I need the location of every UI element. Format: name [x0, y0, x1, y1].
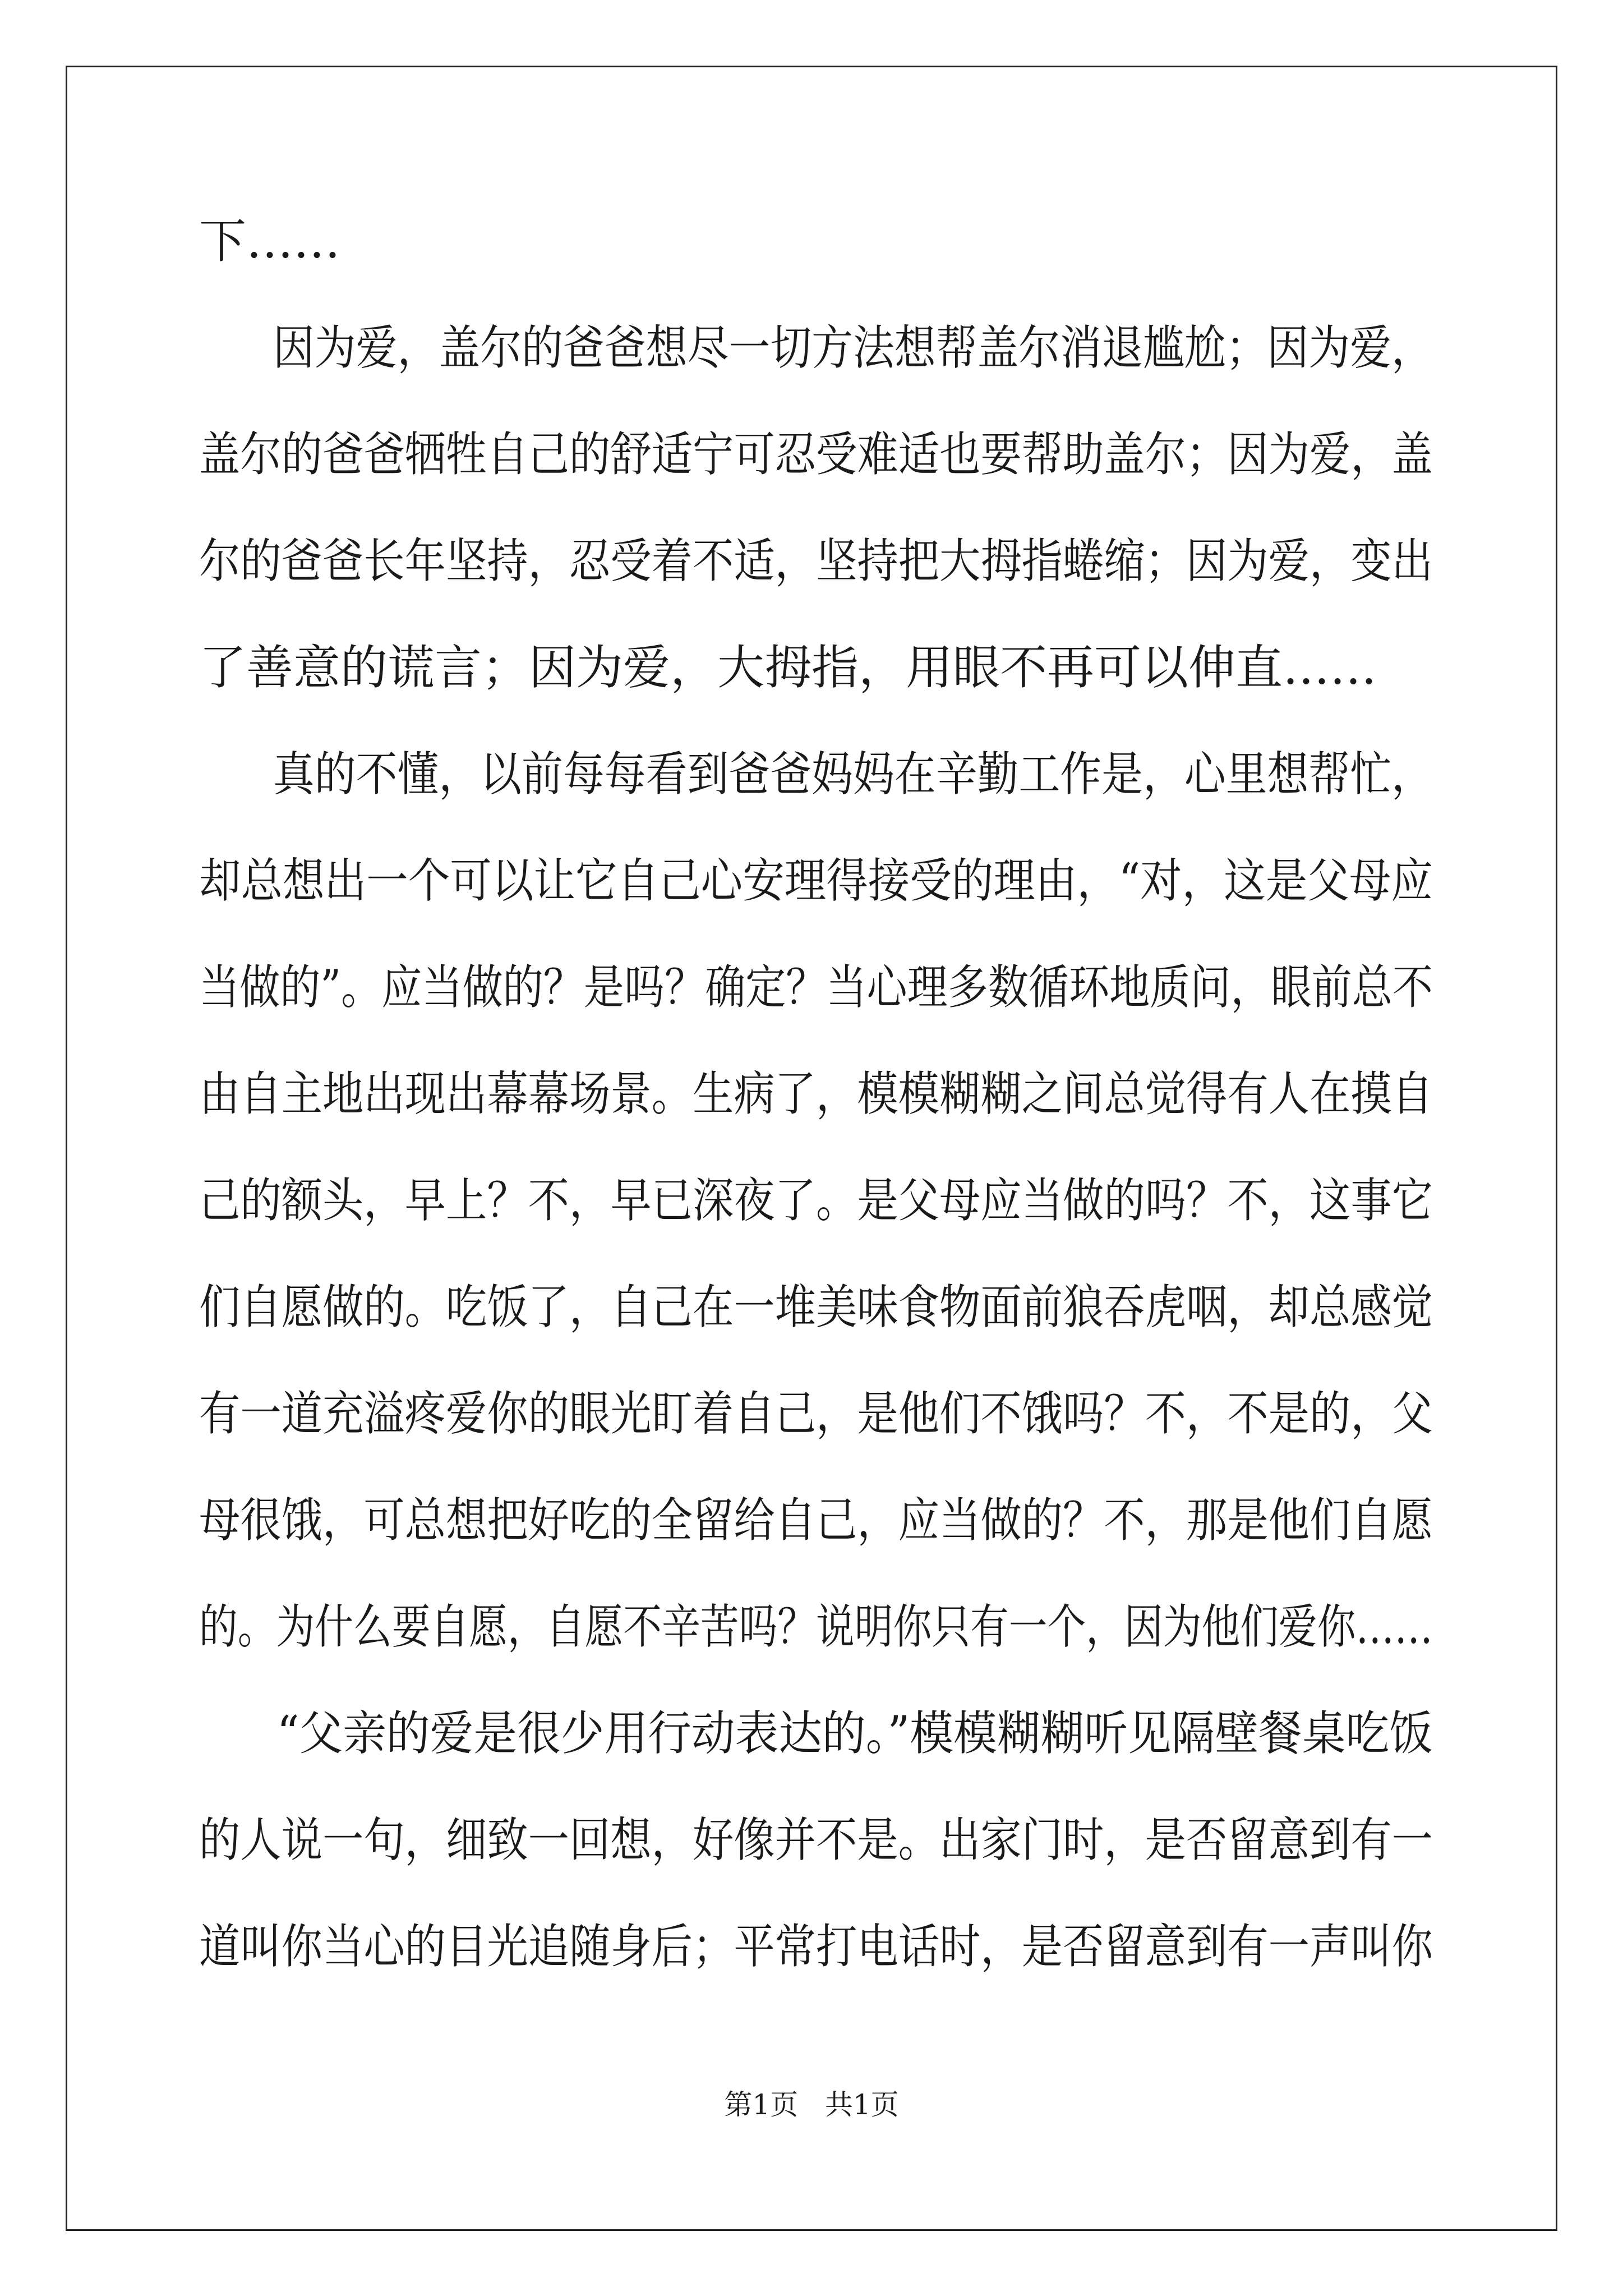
text-line: 己的额头，早上？不，早已深夜了。是父母应当做的吗？不，这事它 — [199, 1173, 1433, 1228]
text-line: 下…… — [199, 214, 341, 269]
text-line: 的。为什么要自愿，自愿不辛苦吗？说明你只有一个，因为他们爱你…… — [199, 1599, 1433, 1654]
text-line: 道叫你当心的目光追随身后；平常打电话时，是否留意到有一声叫你 — [199, 1919, 1433, 1974]
text-line: 却总想出一个可以让它自己心安理得接受的理由，“对，这是父母应 — [199, 853, 1433, 908]
page-number-footer: 第1页 共1页 — [724, 2088, 899, 2121]
paragraph-start-line: “父亲的爱是很少用行动表达的。”模模糊糊听见隔壁餐桌吃饭 — [276, 1706, 1433, 1761]
text-line: 母很饿，可总想把好吃的全留给自己，应当做的？不，那是他们自愿 — [199, 1493, 1433, 1548]
text-line: 由自主地出现出幕幕场景。生病了，模模糊糊之间总觉得有人在摸自 — [199, 1066, 1433, 1121]
paragraph-start-line: 因为爱，盖尔的爸爸想尽一切方法想帮盖尔消退尴尬；因为爱， — [273, 320, 1433, 375]
text-line: 们自愿做的。吃饭了，自己在一堆美味食物面前狼吞虎咽，却总感觉 — [199, 1280, 1433, 1335]
text-line: 了善意的谎言；因为爱，大拇指，用眼不再可以伸直…… — [199, 640, 1377, 695]
text-line: 盖尔的爸爸牺牲自己的舒适宁可忍受难适也要帮助盖尔；因为爱，盖 — [199, 427, 1433, 482]
text-line: 的人说一句，细致一回想，好像并不是。出家门时，是否留意到有一 — [199, 1812, 1433, 1867]
paragraph-start-line: 真的不懂，以前每每看到爸爸妈妈在辛勤工作是，心里想帮忙， — [273, 747, 1433, 802]
text-line: 尔的爸爸长年坚持，忍受着不适，坚持把大拇指蜷缩；因为爱，变出 — [199, 533, 1433, 588]
page-border — [66, 66, 1557, 2231]
text-line: 当做的”。应当做的？是吗？确定？当心理多数循环地质问，眼前总不 — [199, 960, 1433, 1015]
text-line: 有一道充溢疼爱你的眼光盯着自己，是他们不饿吗？不，不是的，父 — [199, 1386, 1433, 1441]
